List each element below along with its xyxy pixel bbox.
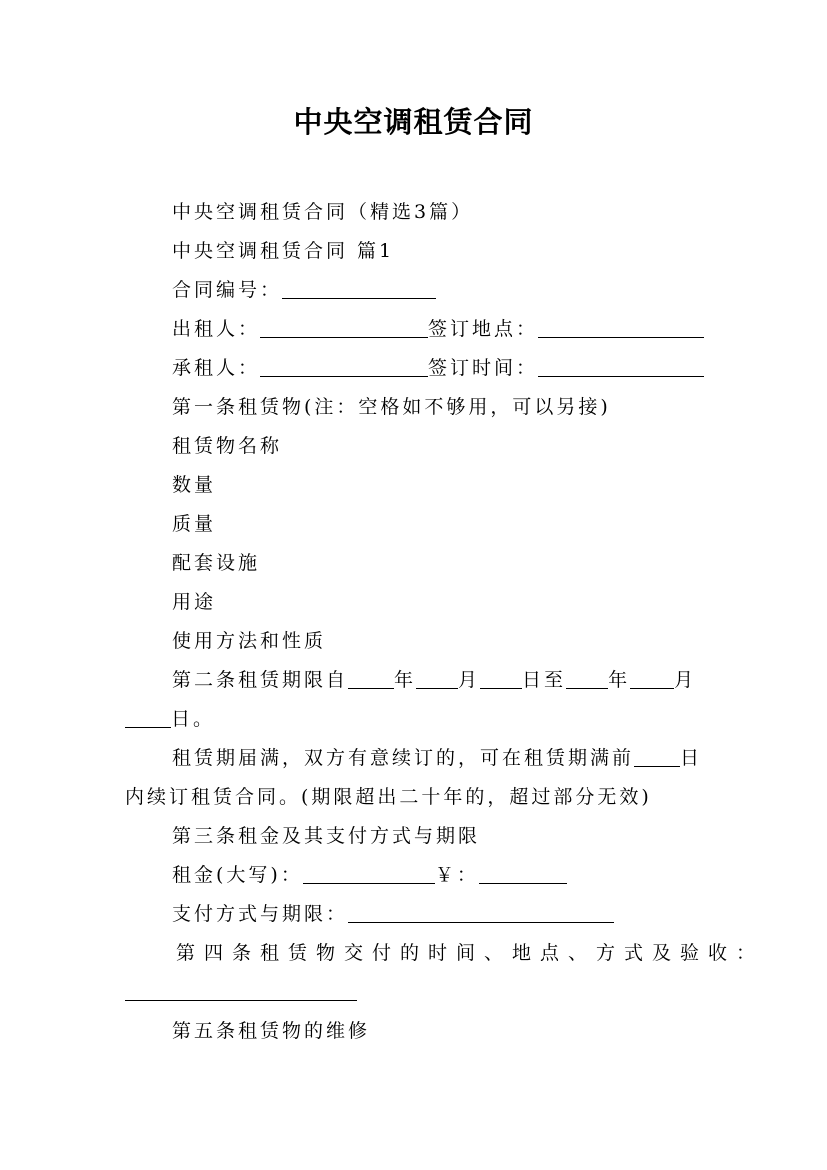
sign-time-label: 签订时间： bbox=[428, 357, 539, 379]
renew-row bbox=[172, 746, 752, 770]
article-4: 第四条租赁物交付的时间、地点、方式及验收： bbox=[176, 942, 765, 964]
payment-blank bbox=[348, 904, 614, 923]
document-title: 中央空调租赁合同 bbox=[293, 105, 534, 139]
start-day-blank bbox=[480, 670, 522, 689]
subtitle: 中央空调租赁合同（精选3篇） bbox=[172, 201, 474, 223]
article-5: 第五条租赁物的维修 bbox=[172, 1020, 371, 1042]
article-2-label: 第二条租赁期限自 bbox=[172, 669, 349, 691]
end-month-blank bbox=[630, 670, 674, 689]
article-4-continued bbox=[125, 980, 705, 1004]
delivery-blank bbox=[125, 982, 357, 1001]
day-to-label: 日至 bbox=[522, 669, 567, 691]
section-heading: 中央空调租赁合同 篇1 bbox=[172, 240, 395, 262]
lessee-blank bbox=[260, 358, 428, 377]
contract-number-label: 合同编号： bbox=[172, 279, 283, 301]
lessee-label: 承租人： bbox=[172, 357, 261, 379]
renew-label: 租赁期届满，双方有意续订的，可在租赁期满前 bbox=[172, 747, 635, 769]
item-quantity: 数量 bbox=[172, 474, 217, 496]
item-name: 租赁物名称 bbox=[172, 435, 283, 457]
end-year-blank bbox=[566, 670, 608, 689]
rent-amount-blank bbox=[479, 865, 567, 884]
article-2-continued bbox=[125, 707, 705, 731]
item-method: 使用方法和性质 bbox=[172, 630, 327, 652]
contract-number-blank bbox=[282, 280, 436, 299]
day-end-label: 日。 bbox=[171, 708, 216, 730]
year-label: 年 bbox=[394, 669, 417, 691]
lessor-row bbox=[172, 317, 752, 341]
lessor-blank bbox=[260, 319, 428, 338]
yen-label: ￥： bbox=[434, 864, 479, 886]
year-label-2: 年 bbox=[608, 669, 631, 691]
renew-continued: 内续订租赁合同。(期限超出二十年的，超过部分无效) bbox=[125, 786, 652, 808]
sign-place-blank bbox=[538, 319, 704, 338]
rent-row bbox=[172, 863, 752, 887]
lessee-row bbox=[172, 356, 752, 380]
item-quality: 质量 bbox=[172, 513, 217, 535]
payment-label: 支付方式与期限： bbox=[172, 903, 349, 925]
sign-place-label: 签订地点： bbox=[428, 318, 539, 340]
contract-number-row bbox=[172, 278, 752, 302]
end-day-blank bbox=[125, 709, 171, 728]
day-label: 日 bbox=[680, 747, 703, 769]
rent-words-blank bbox=[303, 865, 435, 884]
item-use: 用途 bbox=[172, 591, 217, 613]
start-year-blank bbox=[348, 670, 394, 689]
month-label-2: 月 bbox=[674, 669, 697, 691]
renew-days-blank bbox=[634, 748, 680, 767]
month-label: 月 bbox=[458, 669, 481, 691]
article-3: 第三条租金及其支付方式与期限 bbox=[172, 825, 481, 847]
article-2-row bbox=[172, 668, 752, 692]
start-month-blank bbox=[416, 670, 458, 689]
payment-row bbox=[172, 902, 752, 926]
sign-time-blank bbox=[538, 358, 704, 377]
item-facility: 配套设施 bbox=[172, 552, 261, 574]
article-1: 第一条租赁物(注：空格如不够用，可以另接) bbox=[172, 396, 611, 418]
lessor-label: 出租人： bbox=[172, 318, 261, 340]
rent-label: 租金(大写)： bbox=[172, 864, 303, 886]
